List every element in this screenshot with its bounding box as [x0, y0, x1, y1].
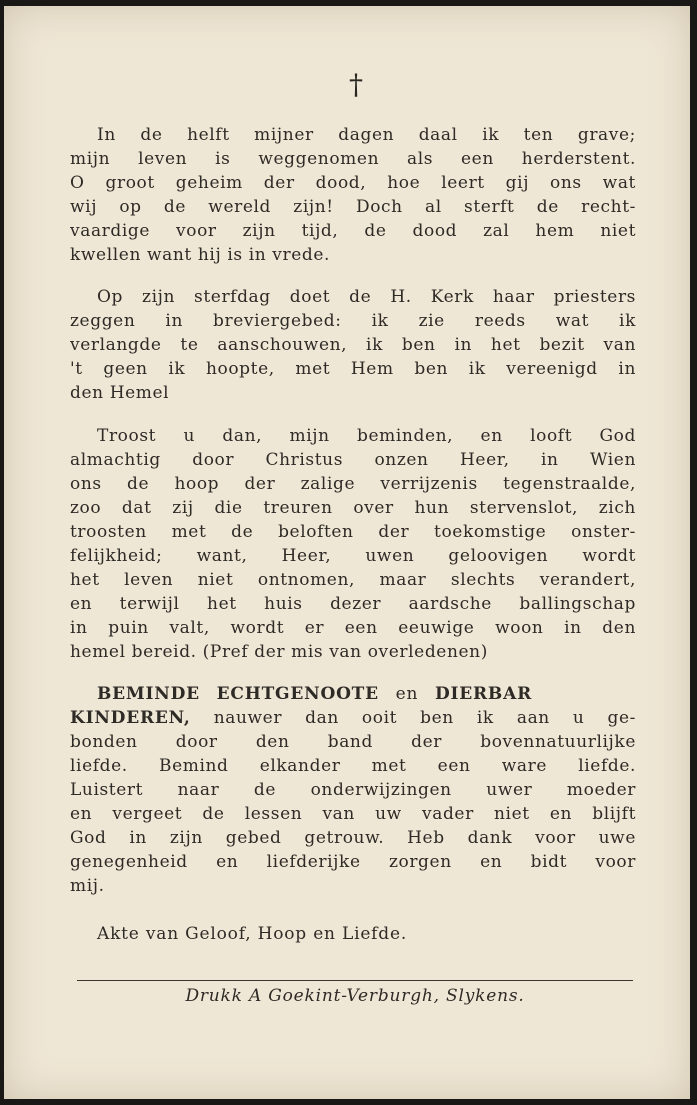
heading-part-2: DIERBAR [434, 684, 533, 704]
closing-prayer: Akte van Geloof, Hoop en Liefde. [97, 924, 408, 944]
heading-line-2: KINDEREN, [70, 708, 191, 728]
text-line: Troost u dan, mijn beminden, en looft God [97, 426, 636, 446]
paragraph-2 [70, 285, 636, 405]
heading-en: en [395, 684, 419, 704]
text-line: zoo dat zij die treuren over hun stervenslot, zich [70, 498, 636, 518]
heading-line-2-rest: nauwer dan ooit ben ik aan u ge- [213, 708, 636, 728]
address-paragraph [70, 682, 636, 898]
text-line: O groot geheim der dood, hoe leert gij ons wat [70, 173, 636, 193]
text-line: in puin valt, wordt er een eeuwige woon in den [70, 618, 636, 638]
text-line: zeggen in breviergebed: ik zie reeds wat ik [70, 311, 636, 331]
text-line: ons de hoop der zalige verrijzenis tegenstraalde, [70, 474, 636, 494]
address-heading [70, 682, 636, 706]
text-line [70, 706, 636, 730]
text-line: Luistert naar de onderwijzingen uwer moeder [70, 780, 636, 800]
text-line: mij. [70, 876, 105, 896]
memorial-card [4, 6, 690, 1099]
text-line: In de helft mijner dagen daal ik ten grave; [97, 125, 636, 145]
text-line: het leven niet ontnomen, maar slechts verandert, [70, 570, 636, 590]
paragraph-3 [70, 424, 636, 664]
text-line: vaardige voor zijn tijd, de dood zal hem niet [70, 221, 636, 241]
text-line: en vergeet de lessen van uw vader niet en blijft [70, 804, 636, 824]
text-line: verlangde te aanschouwen, ik ben in het bezit van [70, 335, 636, 355]
text-line: liefde. Bemind elkander met een ware liefde. [70, 756, 636, 776]
text-line: wij op de wereld zijn! Doch al sterft de recht- [70, 197, 636, 217]
text-line: kwellen want hij is in vrede. [70, 245, 331, 265]
text-line: mijn leven is weggenomen als een herderstent. [70, 149, 636, 169]
heading-part-1: BEMINDE ECHTGENOOTE [97, 684, 379, 704]
text-line: en terwijl het huis dezer aardsche ballingschap [70, 594, 636, 614]
text-line: bonden door den band der bovennatuurlijke [70, 732, 636, 752]
printer-credit: Drukk A Goekint-Verburgh, Slykens. [185, 986, 525, 1006]
paragraph-1 [70, 123, 636, 267]
text-line: genegenheid en liefderijke zorgen en bidt voor [70, 852, 636, 872]
cross-icon: † [349, 68, 363, 101]
text-line: felijkheid; want, Heer, uwen geloovigen wordt [70, 546, 636, 566]
text-line: den Hemel [70, 383, 170, 403]
divider [77, 980, 633, 981]
text-line: 't geen ik hoopte, met Hem ben ik vereenigd in [70, 359, 636, 379]
text-line: Op zijn sterfdag doet de H. Kerk haar priesters [97, 287, 636, 307]
text-line: God in zijn gebed getrouw. Heb dank voor uwe [70, 828, 636, 848]
text-line: almachtig door Christus onzen Heer, in Wien [70, 450, 636, 470]
text-line: hemel bereid. (Pref der mis van overledenen) [70, 642, 488, 662]
text-line: troosten met de beloften der toekomstige onster- [70, 522, 636, 542]
